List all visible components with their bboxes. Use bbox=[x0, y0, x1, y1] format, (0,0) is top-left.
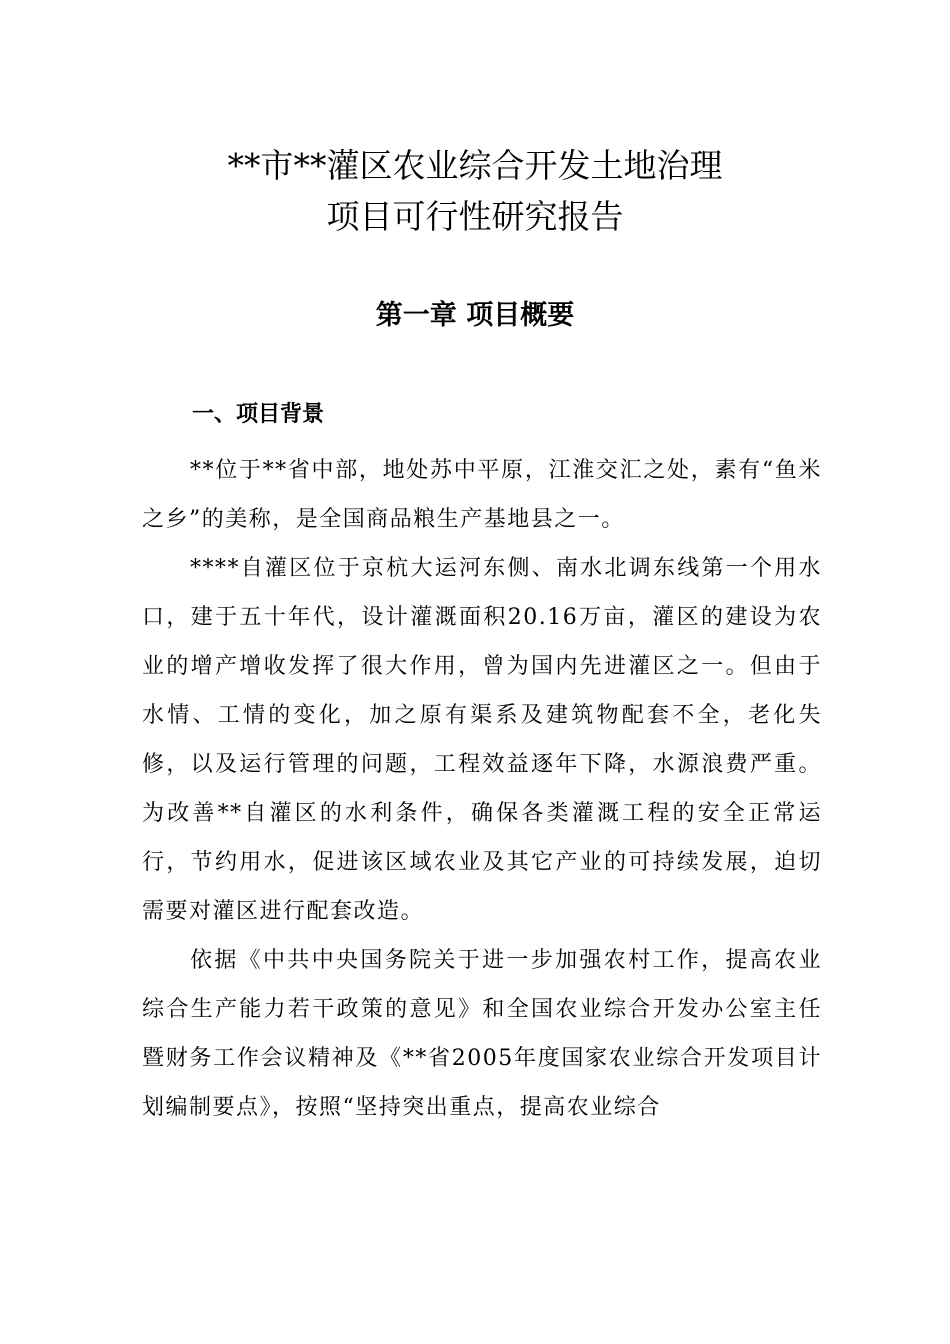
body-paragraph-1: **位于**省中部，地处苏中平原，江淮交汇之处，素有“鱼米之乡”的美称，是全国商品粮生产基地县之一。 bbox=[142, 458, 822, 532]
body-paragraph-2: ****自灌区位于京杭大运河东侧、南水北调东线第一个用水口，建于五十年代，设计灌溉面积20.16万亩，灌区的建设为农业的增产增收发挥了很大作用，曾为国内先进灌区之一。但由于水情、工情的变化，加之原有渠系及建筑物配套不全，老化失修，以及运行管理的问题，工程效益逐年下降，水源浪费严重。为改善**自灌区的水利条件，确保各类灌溉工程的安全正常运行，节约用水，促进该区域农业及其它产业的可持续发展，迫切需要对灌区进行配套改造。 bbox=[142, 556, 822, 924]
section-heading: 一、项目背景 bbox=[192, 402, 325, 427]
body-paragraph-3: 依据《中共中央国务院关于进一步加强农村工作，提高农业综合生产能力若干政策的意见》和全国农业综合开发办公室主任暨财务工作会议精神及《**省2005年度国家农业综合开发项目计划编制要点》，按照“坚持突出重点，提高农业综合 bbox=[142, 948, 822, 1120]
document-title-line-1: **市**灌区农业综合开发土地治理 bbox=[227, 146, 723, 185]
document-title-line-2: 项目可行性研究报告 bbox=[326, 197, 624, 236]
chapter-heading: 第一章 项目概要 bbox=[375, 300, 575, 331]
